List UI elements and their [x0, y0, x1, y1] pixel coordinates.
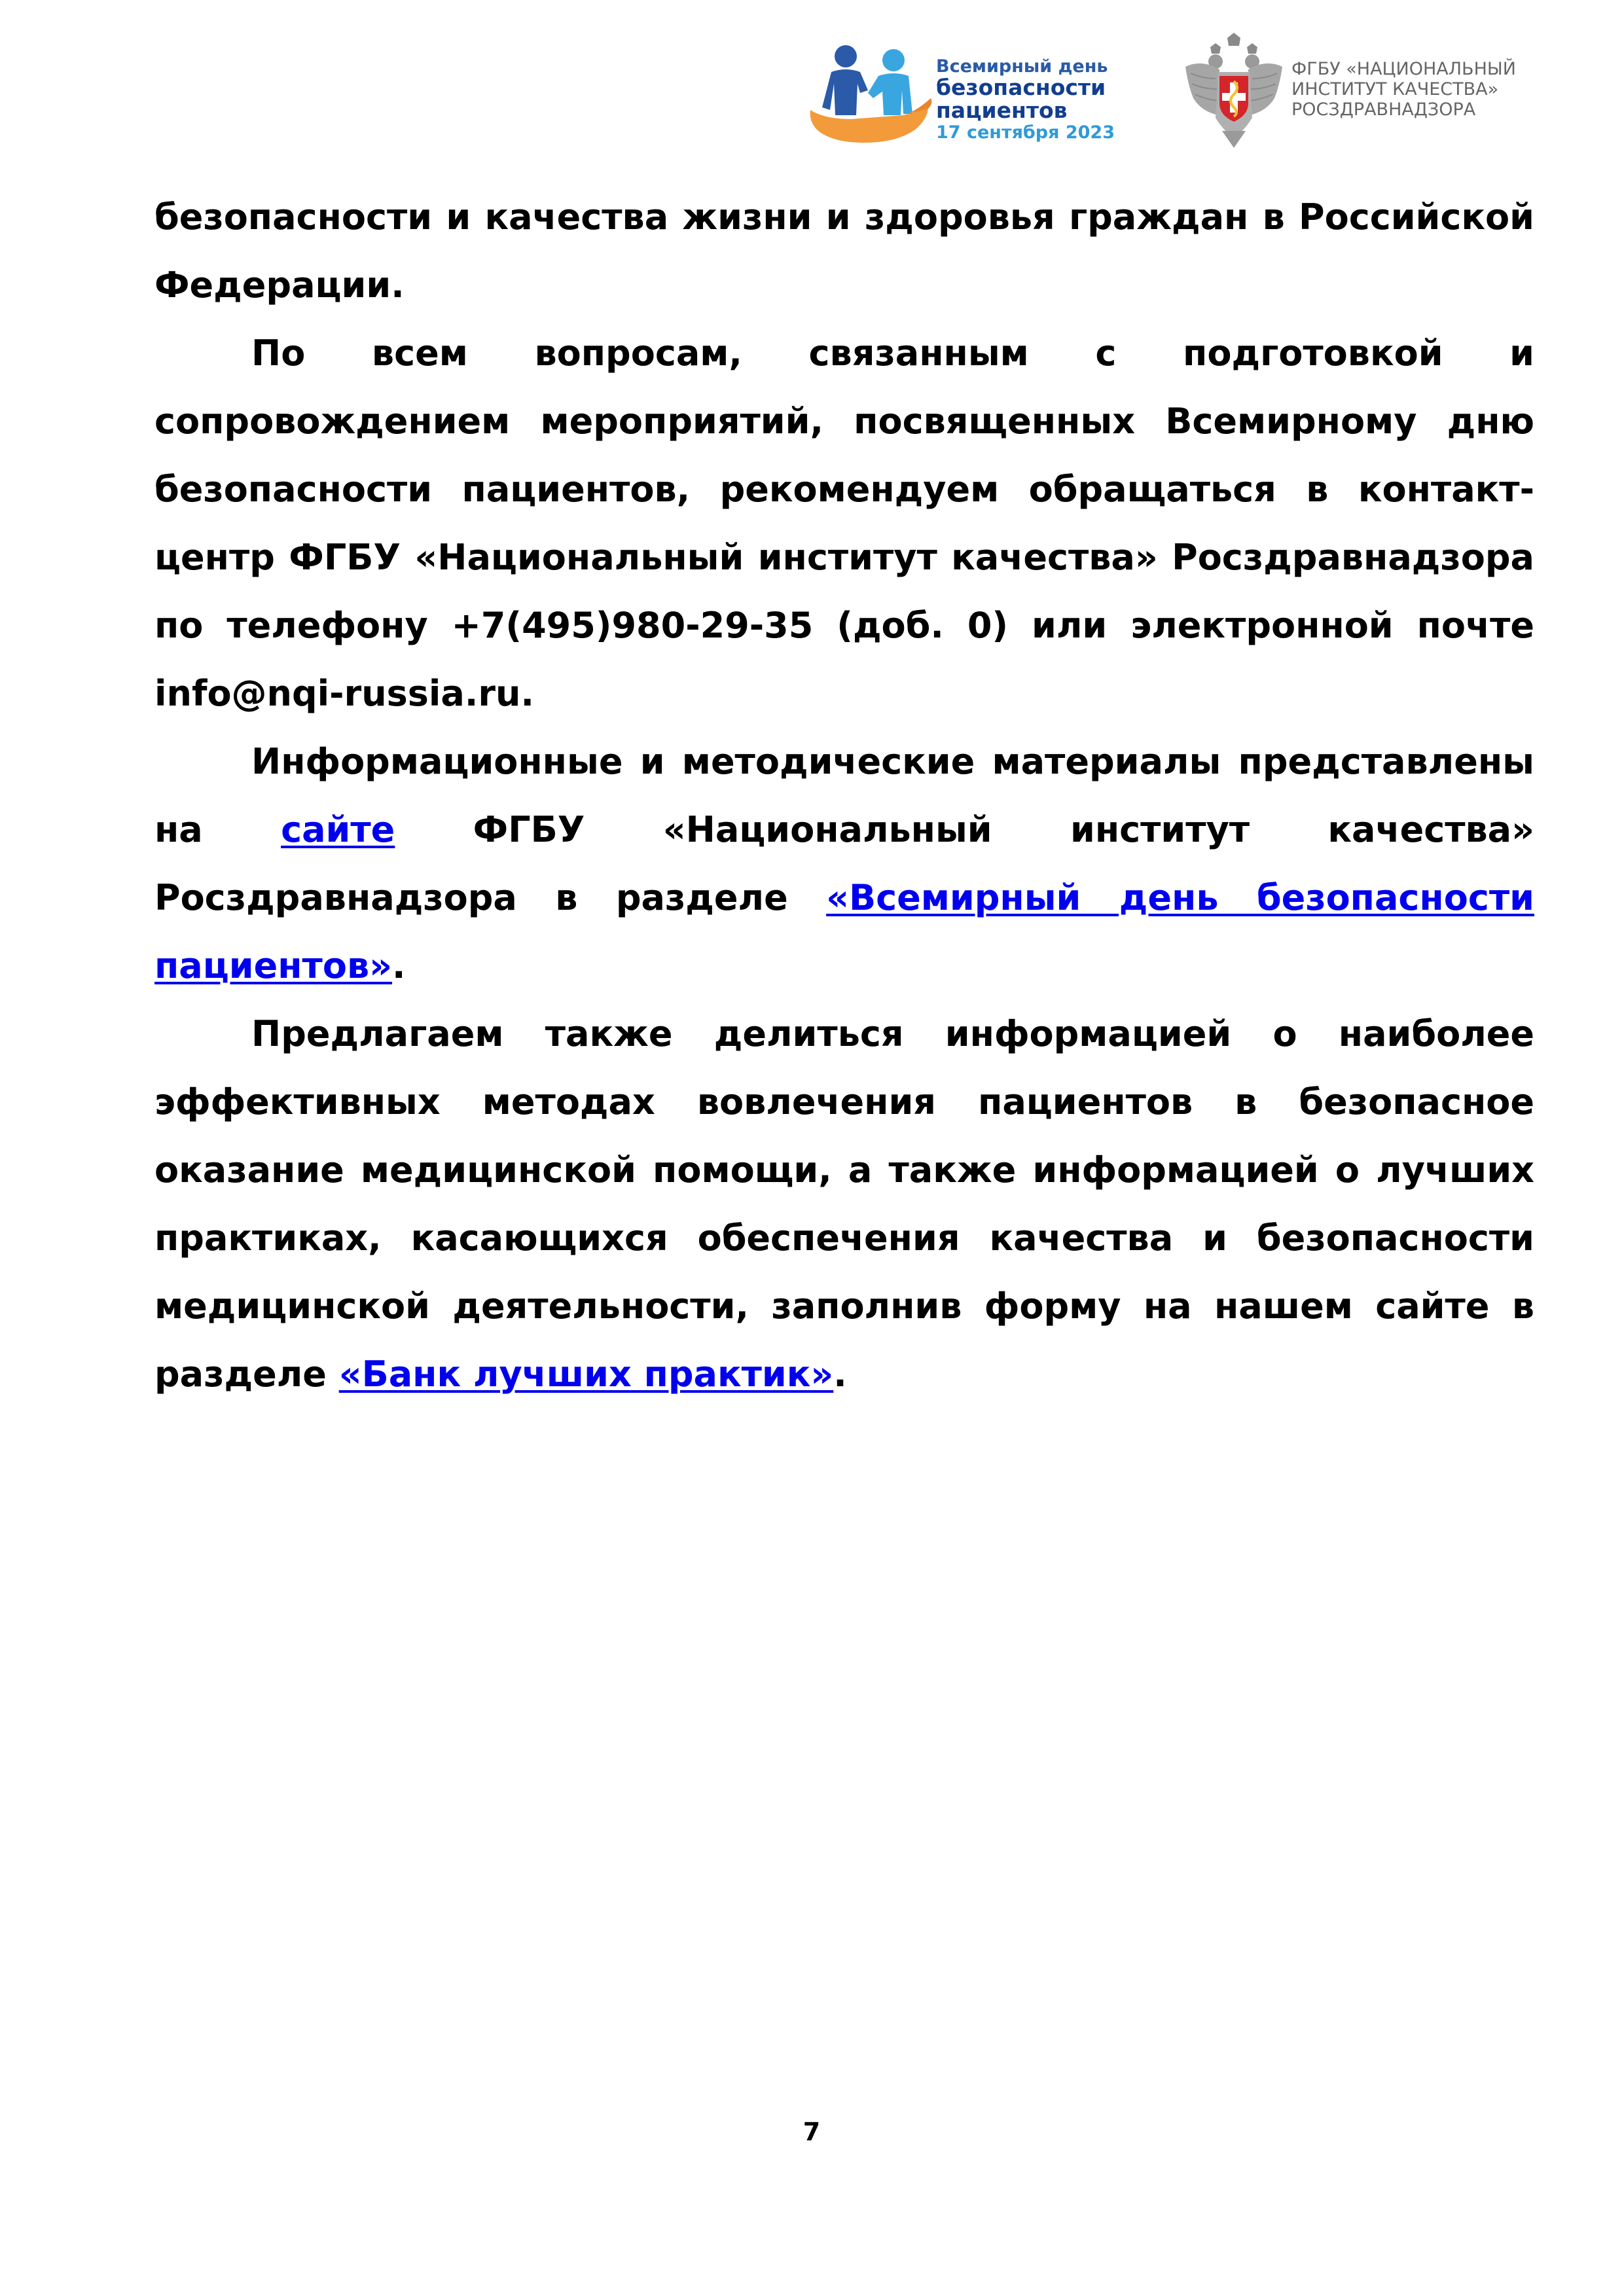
page-header — [805, 33, 1558, 151]
institute-name-line-3: РОСЗДРАВНАДЗОРА — [1291, 99, 1476, 120]
site-link[interactable]: сайте — [281, 809, 395, 850]
best-practices-bank-link[interactable]: «Банк лучших практик» — [338, 1354, 834, 1395]
page-number: 7 — [803, 2117, 821, 2146]
paragraph-3-text-end: . — [392, 945, 406, 986]
patient-safety-day-logo — [805, 38, 1113, 149]
paragraph-3-text-middle: ФГБУ «Национальный институт качества» Росздравнадзора в разделе — [154, 809, 1534, 918]
patient-safety-day-section-link[interactable]: «Всемирный день безопасности пациентов» — [154, 877, 1534, 986]
event-title-line-3: пациентов — [936, 98, 1068, 123]
paragraph-4-text-start: Предлагаем также делиться информацией о наиболее эффективных методах вовлечения пациентов в безопасное оказание медицинской помощи, а также информацией о лучших практиках, касающихся обеспечения качества и безопасности медицинской деятельности, заполнив форму на нашем сайте в разделе — [154, 1013, 1534, 1395]
patient-safety-day-text — [936, 58, 1113, 141]
event-title-line-1: Всемирный день — [936, 56, 1108, 77]
paragraph-3-materials — [154, 728, 1534, 1000]
paragraph-2-contacts: По всем вопросам, связанным с подготовкой и сопровождением мероприятий, посвященных Всемирному дню безопасности пациентов, рекомендуем обращаться в контакт-центр ФГБУ «Национальный институт качества» Росздравнадзора по телефону +7(495)980-29-35 (доб. 0) или электронной почте info@nqi-russia.ru. — [154, 332, 1534, 714]
paragraph-1: безопасности и качества жизни и здоровья граждан в Российской Федерации. — [154, 196, 1534, 306]
institute-logo — [1182, 33, 1561, 151]
event-date: 17 сентября 2023 — [936, 122, 1115, 143]
document-body — [154, 183, 1534, 1408]
double-headed-eagle-emblem-icon — [1182, 33, 1286, 151]
institute-name — [1291, 59, 1566, 120]
institute-name-line-1: ФГБУ «НАЦИОНАЛЬНЫЙ — [1291, 59, 1516, 79]
paragraph-3-text-start: Информационные и методические материалы представлены на — [154, 741, 1534, 850]
paragraph-4-text-end: . — [833, 1354, 847, 1395]
institute-name-line-2: ИНСТИТУТ КАЧЕСТВА» — [1291, 79, 1499, 100]
event-title-line-2: безопасности — [936, 75, 1106, 100]
patients-hand-icon — [805, 38, 936, 149]
paragraph-4-best-practices — [154, 1000, 1534, 1408]
